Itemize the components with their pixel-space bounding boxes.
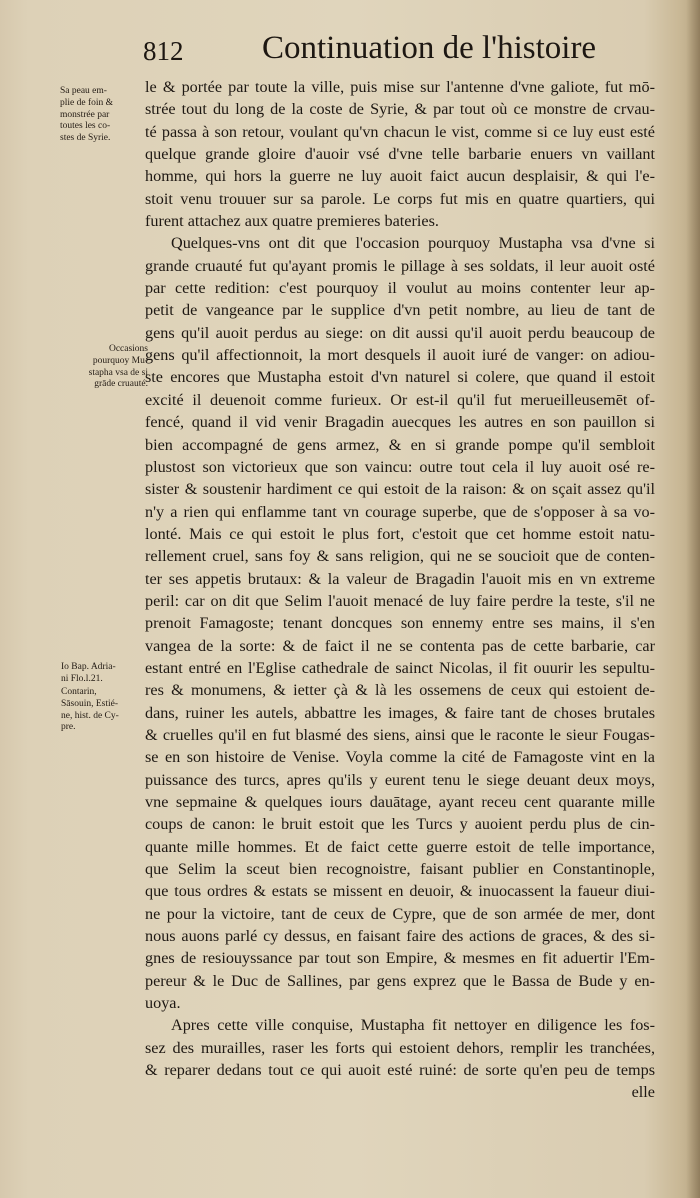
body-text <box>145 76 655 1104</box>
text-line: & cruelles qu'il en fut blasmé des siens, ainsi que le raconte le sieur Fougas- <box>145 725 655 744</box>
text-line: ne pour la victoire, tant de ceux de Cypre, que de son armée de mer, dont <box>145 904 655 923</box>
text-line: que tous ordres & estats se missent en deuoir, & inuocassent la faueur diui- <box>145 882 655 901</box>
text-line: nous auons parlé cy dessus, en faisant faire des actions de graces, & des si- <box>145 927 655 946</box>
text-line: strée tout du long de la coste de Syrie, & par tout où ce monstre de crvau- <box>145 100 655 119</box>
page-number: 812 <box>143 36 184 66</box>
text-line: furent attachez aux quatre premieres bateries. <box>145 212 439 231</box>
page-gutter-shadow <box>686 0 700 1198</box>
text-line: bien accompagné de gens armez, & en si grande pompe qu'il sembloit <box>145 435 655 454</box>
text-line: excité il deuenoit comme furieux. Or est-il qu'il fut merueilleusemēt of- <box>145 390 655 409</box>
text-line: ste encores que Mustapha estoit d'vn naturel si colere, que quand il estoit <box>145 368 655 387</box>
margin-note-citation-contarin: Contarin, Sāsouin, Estié- ne, hist. de Cy- pre. <box>61 687 119 733</box>
text-line: gens qu'il auoit perdus au siege: on dit aussi qu'il auoit perdu beaucoup de <box>145 323 655 342</box>
margin-note-cruelty-reasons: Occasions pourquoy Mu- stapha vsa de si grāde cruauté. <box>88 344 148 390</box>
text-line: sister & soustenir hardiment ce qui estoit de la raison: & on sçait assez qu'il <box>145 480 655 499</box>
text-line: té passa à son retour, voulant qu'vn chacun le vist, comme si ce luy eust esté <box>145 122 655 141</box>
text-line: plustost son victorieux que son vaincu: outre tout cela il luy auoit osé re- <box>145 457 655 476</box>
text-line: quante mille hommes. Et de faict cette guerre estoit de telle importance, <box>145 837 655 856</box>
text-line: dans, ruiner les autels, abbattre les images, & faire tant de choses brutales <box>145 703 655 722</box>
text-line: ter ses appetis brutaux: & la valeur de Bragadin l'auoit mis en vn extreme <box>145 569 655 588</box>
margin-note-citation-adriani: Io Bap. Adria- ni Flo.l.21. <box>61 662 116 684</box>
text-line: quelque grande gloire d'auoir vsé d'vne telle barbarie enuers vn vaillant <box>145 145 655 164</box>
text-line: stoit venu trouuer sur sa parole. Le corps fut mis en quatre quartiers, qui <box>145 189 655 208</box>
text-line: uoya. <box>145 994 181 1013</box>
text-line: n'y a rien qui enflamme tant vn courage superbe, que de s'opposer à sa vo- <box>145 502 655 521</box>
text-line: par cette redition: c'est pourquoy il voulut au moins contenter leur ap- <box>145 279 655 298</box>
text-line: pereur & le Duc de Sallines, par gens exprez que le Bassa de Bude y en- <box>145 971 655 990</box>
margin-notes <box>0 0 148 1198</box>
text-line: fencé, quand il vid venir Bragadin auecques les autres en son pauillon si <box>145 413 655 432</box>
text-line: puissance des turcs, apres qu'ils y eurent tenu le siege deuant deux moys, <box>145 770 655 789</box>
text-line: prenoit Famagoste; tenant doncques son ennemy entre ses mains, il s'en <box>145 614 655 633</box>
text-line: homme, qui hors la guerre ne luy auoit faict aucun desplaisir, & qui l'e- <box>145 167 655 186</box>
text-line: res & monumens, & ietter çà & là les ossemens de ceux qui estoient de- <box>145 681 655 700</box>
text-line: vne sepmaine & quelques iours dauātage, ayant receu cent quarante mille <box>145 793 655 811</box>
text-line: peril: car on dit que Selim l'auoit menacé de luy faire perdre la teste, s'il ne <box>145 591 655 610</box>
catchword: elle <box>631 1083 655 1102</box>
text-line: gens qu'il affectionnoit, la mort desquels il auoit iuré de vanger: on adiou- <box>145 346 655 365</box>
margin-note-skin-display: Sa peau em- plie de foin & monstrée par toutes les co- stes de Syrie. <box>60 86 114 144</box>
text-line: lonté. Mais ce qui estoit le plus fort, c'estoit que cet homme estoit natu- <box>145 524 655 543</box>
text-line: le & portée par toute la ville, puis mise sur l'antenne d'vne galiote, fut mō- <box>145 78 655 96</box>
text-line: Apres cette ville conquise, Mustapha fit nettoyer en diligence les fos- <box>171 1016 655 1035</box>
text-line: Quelques-vns ont dit que l'occasion pourquoy Mustapha vsa d'vne si <box>171 234 655 253</box>
running-title: Continuation de l'histoire <box>262 30 597 66</box>
text-line: estant entré en l'Eglise cathedrale de sainct Nicolas, il fit ouurir les sepultu- <box>145 658 655 677</box>
text-line: & reparer dedans tout ce qui auoit esté ruiné: de sorte qu'en peu de temps <box>145 1061 655 1080</box>
text-line: que Selim la sceut bien recognoistre, faisant publier en Constantinople, <box>145 860 655 879</box>
text-line: se en son histoire de Venise. Voyla comme la cité de Famagoste vint en la <box>145 748 655 767</box>
text-line: sez des murailles, raser les forts qui estoient dehors, remplir les tranchées, <box>145 1038 655 1057</box>
text-line: petit de vangeance par le supplice d'vn petit nombre, au lieu de tant de <box>145 301 655 320</box>
text-line: grande cruauté fut qu'ayant promis le pillage à ses soldats, il leur auoit osté <box>145 256 655 275</box>
text-line: gnes de resiouyssance par tout son Empire, & mesmes en fit aduertir l'Em- <box>145 949 655 968</box>
text-line: vangea de la sorte: & de faict il ne se contenta pas de cette barbarie, car <box>145 636 655 655</box>
text-line: coups de canon: le bruit estoit que les Turcs y auoient perdu plus de cin- <box>145 815 655 834</box>
text-line: rellement cruel, sans foy & sans religion, qui ne se soucioit que de conten- <box>145 547 655 566</box>
